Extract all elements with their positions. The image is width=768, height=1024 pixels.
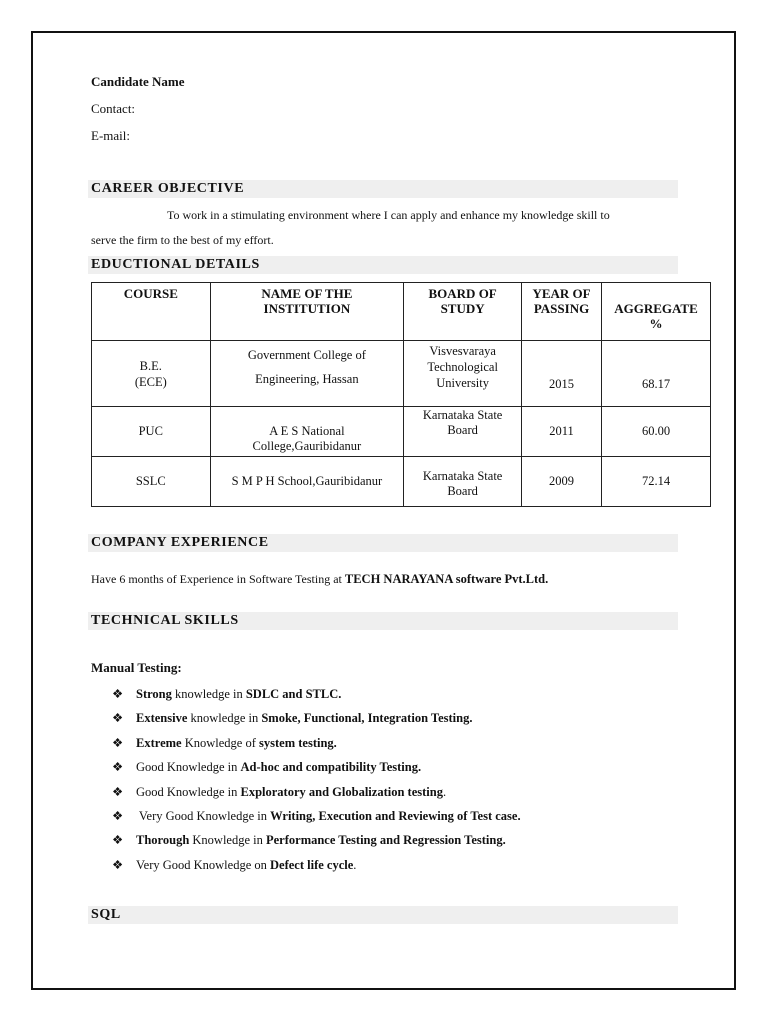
table-row	[92, 341, 711, 407]
list-item: ❖ Very Good Knowledge on Defect life cycle.	[112, 858, 357, 872]
list-item: ❖ Extensive knowledge in Smoke, Functional, Integration Testing.	[112, 711, 473, 725]
list-item: ❖ Extreme Knowledge of system testing.	[112, 736, 337, 750]
cell-course: SSLC	[92, 457, 211, 507]
table-row	[92, 407, 711, 457]
bullet-icon: ❖	[112, 858, 124, 872]
cell-board: Karnataka State Board	[422, 408, 503, 437]
cell-course: PUC	[92, 407, 211, 457]
email-label: E-mail:	[91, 128, 130, 143]
bullet-icon: ❖	[112, 687, 124, 701]
bullet-icon: ❖	[112, 711, 124, 725]
sql-heading: SQL	[91, 907, 121, 922]
bullet-icon: ❖	[112, 809, 124, 823]
bullet-icon: ❖	[112, 785, 124, 799]
cell-year: 2009	[522, 457, 602, 507]
cell-aggregate: 68.17	[602, 341, 711, 407]
career-objective-heading: CAREER OBJECTIVE	[91, 181, 245, 196]
cell-course: B.E. (ECE)	[134, 358, 167, 389]
list-item: ❖ Very Good Knowledge in Writing, Execution and Reviewing of Test case.	[112, 809, 521, 823]
manual-testing-subheading: Manual Testing:	[91, 660, 182, 675]
list-item: ❖ Good Knowledge in Ad-hoc and compatibility Testing.	[112, 760, 422, 774]
cell-year: 2015	[522, 341, 602, 407]
col-board: BOARD OF STUDY	[404, 283, 522, 341]
cell-year: 2011	[522, 407, 602, 457]
bullet-icon: ❖	[112, 760, 124, 774]
objective-line-1: To work in a stimulating environment where I can apply and enhance my knowledge skill to	[167, 208, 610, 222]
cell-aggregate: 60.00	[602, 407, 711, 457]
col-course: COURSE	[92, 283, 211, 341]
objective-line-2: serve the firm to the best of my effort.	[91, 233, 274, 247]
cell-board: Visvesvaraya Technological University	[427, 344, 498, 390]
education-heading: EDUCTIONAL DETAILS	[91, 257, 260, 272]
list-item: ❖ Thorough Knowledge in Performance Testing and Regression Testing.	[112, 833, 506, 847]
contact-label: Contact:	[91, 101, 136, 116]
list-item: ❖ Strong knowledge in SDLC and STLC.	[112, 687, 342, 701]
cell-aggregate: 72.14	[602, 457, 711, 507]
cell-institution: Government College of Engineering, Hassan	[247, 348, 366, 386]
education-table	[91, 282, 711, 507]
table-row	[92, 457, 711, 507]
sql-bar	[88, 906, 678, 924]
company-name: TECH NARAYANA software Pvt.Ltd.	[344, 572, 549, 586]
cell-institution: A E S National College,Gauribidanur	[252, 424, 362, 453]
bullet-icon: ❖	[112, 833, 124, 847]
col-year: YEAR OF PASSING	[522, 283, 602, 341]
candidate-name: Candidate Name	[91, 74, 185, 89]
cell-board: Karnataka State Board	[422, 468, 503, 498]
col-institution: NAME OF THE INSTITUTION	[210, 283, 404, 341]
list-item: ❖ Good Knowledge in Exploratory and Globalization testing.	[112, 785, 447, 799]
cell-institution: S M P H School,Gauribidanur	[210, 457, 404, 507]
technical-skills-heading: TECHNICAL SKILLS	[91, 613, 239, 628]
company-experience-heading: COMPANY EXPERIENCE	[91, 535, 269, 550]
experience-text: Have 6 months of Experience in Software Testing at TECH NARAYANA software Pvt.Ltd.	[91, 572, 549, 586]
col-aggregate: AGGREGATE %	[602, 283, 711, 341]
table-header-row	[92, 283, 711, 341]
bullet-icon: ❖	[112, 736, 124, 750]
